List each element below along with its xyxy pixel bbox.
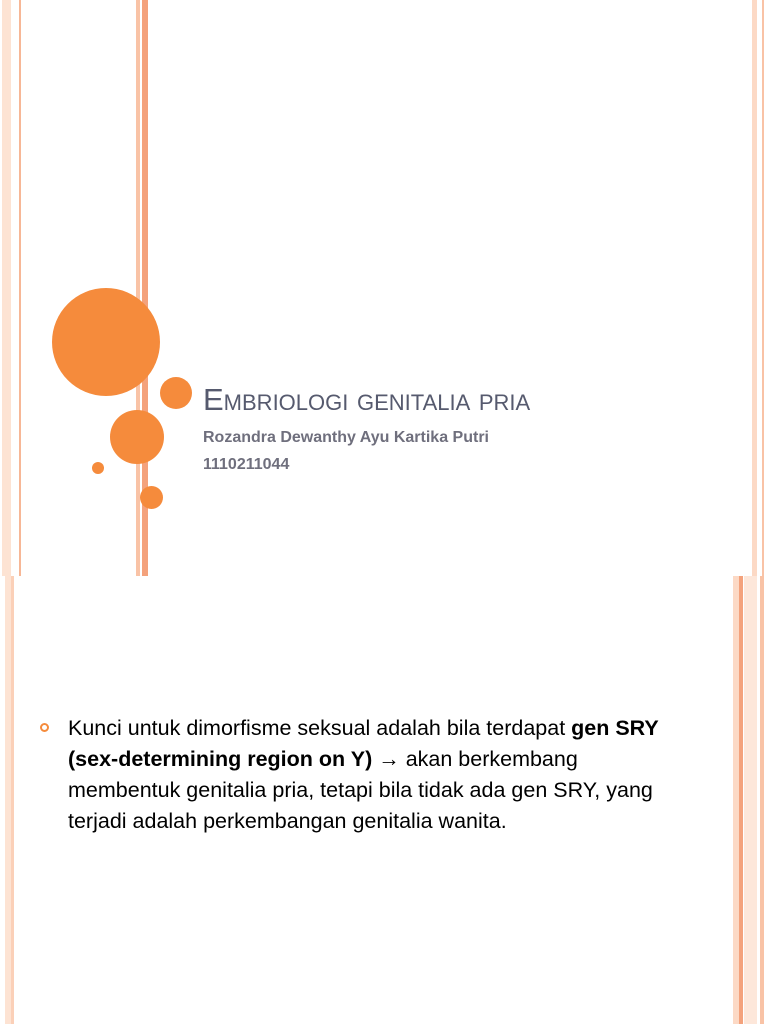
medium-circle-decoration <box>110 410 164 464</box>
stripe-vertical-mid <box>136 0 140 576</box>
small-circle-decoration <box>160 377 192 409</box>
bullet-item <box>40 713 680 837</box>
stripe-right-thin <box>760 576 764 1024</box>
arrow-icon: → <box>372 747 406 771</box>
tiny-circle-decoration <box>92 462 104 474</box>
small-circle-decoration-bottom <box>140 486 163 509</box>
stripe-left-light <box>2 0 11 576</box>
bullet-text-bold: gen SRY (sex-determining region on Y) <box>68 716 659 771</box>
stripe-left-mid <box>11 576 14 1024</box>
stripe-right-thin <box>762 0 764 576</box>
stripe-right-pale <box>744 576 757 1024</box>
bullet-text-part2: akan berkembang membentuk genitalia pria, tetapi bila tidak ada gen SRY, yang terjadi adalah perkembangan genitalia wanita. <box>68 747 653 833</box>
author-name: Rozandra Dewanthy Ayu Kartika Putri <box>203 429 489 446</box>
slide-title: Embriologi genitalia pria <box>203 382 531 417</box>
content-slide <box>0 576 768 1024</box>
stripe-right-light <box>752 0 757 576</box>
stripe-left-thin <box>19 0 21 576</box>
bullet-text <box>68 713 680 837</box>
hollow-circle-bullet-icon <box>40 723 49 732</box>
large-circle-decoration <box>52 288 160 396</box>
stripe-right-thick <box>739 576 743 1024</box>
bullet-text-part1: Kunci untuk dimorfisme seksual adalah bila terdapat <box>68 716 572 740</box>
author-student-id: 1110211044 <box>203 456 290 473</box>
